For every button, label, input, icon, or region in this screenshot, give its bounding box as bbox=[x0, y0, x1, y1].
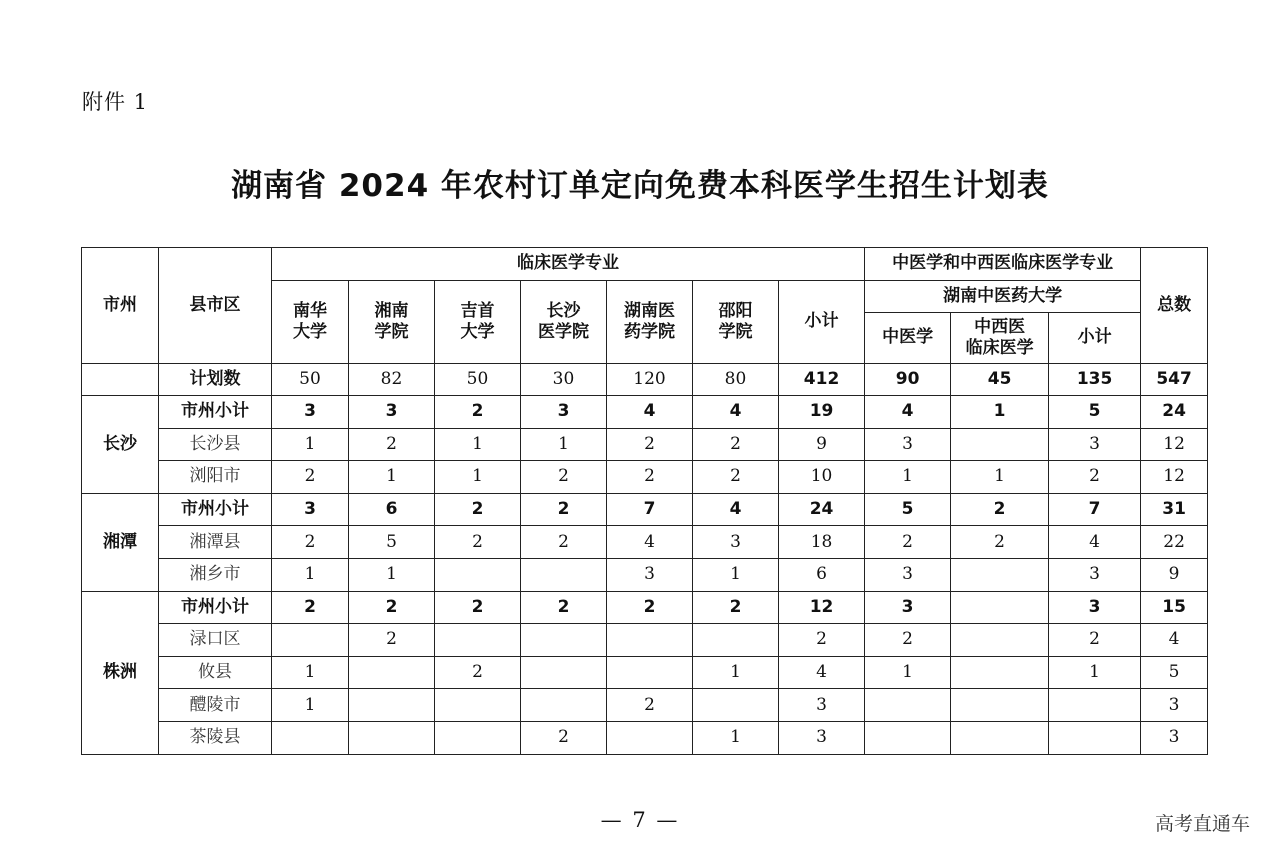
value-cell: 1 bbox=[272, 428, 349, 461]
school-header bbox=[272, 281, 349, 364]
value-cell: 6 bbox=[349, 493, 435, 526]
value-cell: 2 bbox=[521, 461, 607, 494]
value-cell bbox=[521, 558, 607, 591]
school-header bbox=[607, 281, 693, 364]
county-name: 浏阳市 bbox=[159, 461, 272, 494]
value-cell: 3 bbox=[865, 428, 951, 461]
value-cell bbox=[607, 721, 693, 754]
header-line: 学院 bbox=[718, 322, 753, 342]
value-cell bbox=[349, 689, 435, 722]
value-cell: 1 bbox=[865, 461, 951, 494]
value-cell: 7 bbox=[1049, 493, 1141, 526]
value-cell: 3 bbox=[1141, 689, 1208, 722]
value-cell: 2 bbox=[435, 396, 521, 429]
value-cell: 2 bbox=[951, 493, 1049, 526]
value-cell bbox=[951, 591, 1049, 624]
value-cell: 2 bbox=[435, 493, 521, 526]
value-cell bbox=[951, 689, 1049, 722]
value-cell: 4 bbox=[693, 493, 779, 526]
value-cell: 4 bbox=[693, 396, 779, 429]
county-header: 县市区 bbox=[159, 248, 272, 364]
value-cell bbox=[865, 689, 951, 722]
value-cell: 2 bbox=[521, 721, 607, 754]
value-cell: 6 bbox=[779, 558, 865, 591]
tcm-university-header: 湖南中医药大学 bbox=[865, 281, 1141, 313]
city-subtotal-row bbox=[82, 591, 1208, 624]
plan-value-cell: 30 bbox=[521, 364, 607, 396]
value-cell: 2 bbox=[607, 591, 693, 624]
enrollment-plan-table bbox=[81, 247, 1208, 755]
value-cell: 22 bbox=[1141, 526, 1208, 559]
header-line: 湘南 bbox=[374, 300, 409, 321]
value-cell bbox=[435, 689, 521, 722]
header-line: 药学院 bbox=[624, 322, 675, 342]
value-cell: 2 bbox=[1049, 624, 1141, 657]
value-cell bbox=[951, 721, 1049, 754]
value-cell: 3 bbox=[865, 591, 951, 624]
value-cell: 1 bbox=[349, 558, 435, 591]
header-line: 吉首 bbox=[460, 300, 495, 321]
city-name: 株洲 bbox=[82, 591, 159, 754]
value-cell: 4 bbox=[607, 396, 693, 429]
value-cell: 2 bbox=[435, 526, 521, 559]
county-name: 长沙县 bbox=[159, 428, 272, 461]
value-cell: 12 bbox=[1141, 428, 1208, 461]
value-cell bbox=[1049, 721, 1141, 754]
city-name: 湘潭 bbox=[82, 493, 159, 591]
value-cell: 1 bbox=[272, 656, 349, 689]
value-cell: 2 bbox=[521, 493, 607, 526]
value-cell: 2 bbox=[1049, 461, 1141, 494]
value-cell: 1 bbox=[951, 461, 1049, 494]
value-cell: 3 bbox=[1141, 721, 1208, 754]
value-cell: 4 bbox=[865, 396, 951, 429]
value-cell: 3 bbox=[607, 558, 693, 591]
value-cell: 2 bbox=[607, 461, 693, 494]
value-cell: 2 bbox=[607, 428, 693, 461]
county-row bbox=[82, 624, 1208, 657]
header-row bbox=[82, 248, 1208, 281]
county-row bbox=[82, 558, 1208, 591]
value-cell bbox=[693, 624, 779, 657]
value-cell: 3 bbox=[779, 721, 865, 754]
header-line: 医学院 bbox=[538, 322, 589, 342]
value-cell bbox=[951, 558, 1049, 591]
clinical-subtotal-header: 小计 bbox=[779, 281, 865, 364]
value-cell bbox=[607, 656, 693, 689]
plan-row-label: 计划数 bbox=[159, 364, 272, 396]
value-cell: 2 bbox=[693, 428, 779, 461]
value-cell: 2 bbox=[349, 591, 435, 624]
city-name: 长沙 bbox=[82, 396, 159, 494]
value-cell: 1 bbox=[349, 461, 435, 494]
value-cell: 2 bbox=[521, 526, 607, 559]
value-cell: 3 bbox=[693, 526, 779, 559]
value-cell bbox=[951, 656, 1049, 689]
plan-value-cell: 45 bbox=[951, 364, 1049, 396]
value-cell bbox=[349, 656, 435, 689]
value-cell: 4 bbox=[607, 526, 693, 559]
value-cell: 1 bbox=[693, 558, 779, 591]
value-cell: 5 bbox=[349, 526, 435, 559]
school-header bbox=[349, 281, 435, 364]
header-line: 邵阳 bbox=[718, 300, 753, 321]
value-cell: 19 bbox=[779, 396, 865, 429]
tcm-column-header bbox=[1049, 313, 1141, 364]
value-cell: 1 bbox=[272, 558, 349, 591]
tcm-column-header bbox=[951, 313, 1049, 364]
value-cell bbox=[349, 721, 435, 754]
tcm-group-header: 中医学和中西医临床医学专业 bbox=[865, 248, 1141, 281]
county-row bbox=[82, 656, 1208, 689]
value-cell bbox=[693, 689, 779, 722]
header-line: 南华 bbox=[293, 300, 327, 321]
value-cell: 3 bbox=[865, 558, 951, 591]
county-row bbox=[82, 689, 1208, 722]
value-cell: 2 bbox=[349, 624, 435, 657]
value-cell: 10 bbox=[779, 461, 865, 494]
header-line: 临床医学 bbox=[965, 338, 1034, 358]
page-title: 湖南省 2024 年农村订单定向免费本科医学生招生计划表 bbox=[231, 168, 1049, 204]
value-cell: 31 bbox=[1141, 493, 1208, 526]
plan-value-cell: 120 bbox=[607, 364, 693, 396]
value-cell bbox=[607, 624, 693, 657]
value-cell: 2 bbox=[865, 624, 951, 657]
header-line: 小计 bbox=[1077, 327, 1112, 348]
county-name: 湘乡市 bbox=[159, 558, 272, 591]
value-cell: 2 bbox=[349, 428, 435, 461]
school-header bbox=[521, 281, 607, 364]
value-cell: 1 bbox=[435, 428, 521, 461]
empty-cell bbox=[82, 364, 159, 396]
value-cell: 1 bbox=[521, 428, 607, 461]
header-line: 湖南医 bbox=[624, 300, 675, 321]
watermark: 高考直通车 bbox=[1154, 813, 1250, 835]
value-cell: 2 bbox=[607, 689, 693, 722]
city-subtotal-row bbox=[82, 493, 1208, 526]
value-cell bbox=[435, 624, 521, 657]
value-cell: 2 bbox=[272, 591, 349, 624]
value-cell bbox=[951, 428, 1049, 461]
plan-value-cell: 135 bbox=[1049, 364, 1141, 396]
county-name: 渌口区 bbox=[159, 624, 272, 657]
header-line: 中医学 bbox=[882, 327, 934, 348]
attachment-label: 附件 1 bbox=[82, 90, 149, 114]
tcm-column-header bbox=[865, 313, 951, 364]
city-header: 市州 bbox=[82, 248, 159, 364]
subtotal-label: 市州小计 bbox=[159, 493, 272, 526]
value-cell: 18 bbox=[779, 526, 865, 559]
value-cell bbox=[1049, 689, 1141, 722]
plan-value-cell: 80 bbox=[693, 364, 779, 396]
value-cell: 3 bbox=[521, 396, 607, 429]
county-row bbox=[82, 461, 1208, 494]
value-cell: 4 bbox=[1141, 624, 1208, 657]
value-cell: 15 bbox=[1141, 591, 1208, 624]
county-row bbox=[82, 721, 1208, 754]
value-cell: 1 bbox=[1049, 656, 1141, 689]
value-cell: 1 bbox=[951, 396, 1049, 429]
value-cell: 2 bbox=[272, 526, 349, 559]
value-cell bbox=[865, 721, 951, 754]
value-cell bbox=[521, 656, 607, 689]
value-cell: 2 bbox=[435, 591, 521, 624]
value-cell: 3 bbox=[272, 396, 349, 429]
plan-value-cell: 82 bbox=[349, 364, 435, 396]
header-line: 学院 bbox=[374, 322, 409, 342]
value-cell: 1 bbox=[865, 656, 951, 689]
plan-value-cell: 412 bbox=[779, 364, 865, 396]
value-cell: 2 bbox=[951, 526, 1049, 559]
subtotal-label: 市州小计 bbox=[159, 396, 272, 429]
plan-value-cell: 547 bbox=[1141, 364, 1208, 396]
value-cell: 3 bbox=[1049, 591, 1141, 624]
value-cell bbox=[435, 558, 521, 591]
header-line: 长沙 bbox=[546, 300, 581, 321]
total-header: 总数 bbox=[1141, 248, 1208, 364]
county-name: 醴陵市 bbox=[159, 689, 272, 722]
value-cell: 2 bbox=[693, 461, 779, 494]
plan-value-cell: 50 bbox=[435, 364, 521, 396]
value-cell: 4 bbox=[779, 656, 865, 689]
value-cell: 7 bbox=[607, 493, 693, 526]
value-cell: 5 bbox=[865, 493, 951, 526]
value-cell: 2 bbox=[521, 591, 607, 624]
value-cell: 3 bbox=[1049, 558, 1141, 591]
value-cell: 1 bbox=[693, 721, 779, 754]
value-cell: 2 bbox=[272, 461, 349, 494]
value-cell: 2 bbox=[865, 526, 951, 559]
plan-value-cell: 50 bbox=[272, 364, 349, 396]
value-cell: 5 bbox=[1141, 656, 1208, 689]
value-cell: 12 bbox=[779, 591, 865, 624]
county-row bbox=[82, 526, 1208, 559]
plan-value-cell: 90 bbox=[865, 364, 951, 396]
value-cell bbox=[521, 624, 607, 657]
header-line: 大学 bbox=[460, 322, 495, 342]
school-header bbox=[693, 281, 779, 364]
value-cell: 9 bbox=[779, 428, 865, 461]
value-cell: 2 bbox=[693, 591, 779, 624]
value-cell: 1 bbox=[435, 461, 521, 494]
county-name: 茶陵县 bbox=[159, 721, 272, 754]
value-cell: 4 bbox=[1049, 526, 1141, 559]
plan-row bbox=[82, 364, 1208, 396]
value-cell bbox=[951, 624, 1049, 657]
county-name: 攸县 bbox=[159, 656, 272, 689]
value-cell: 24 bbox=[1141, 396, 1208, 429]
value-cell: 5 bbox=[1049, 396, 1141, 429]
value-cell: 3 bbox=[349, 396, 435, 429]
county-name: 湘潭县 bbox=[159, 526, 272, 559]
value-cell: 2 bbox=[435, 656, 521, 689]
value-cell: 1 bbox=[272, 689, 349, 722]
value-cell: 2 bbox=[779, 624, 865, 657]
value-cell: 24 bbox=[779, 493, 865, 526]
subtotal-label: 市州小计 bbox=[159, 591, 272, 624]
value-cell bbox=[521, 689, 607, 722]
value-cell bbox=[272, 624, 349, 657]
value-cell: 9 bbox=[1141, 558, 1208, 591]
value-cell: 3 bbox=[272, 493, 349, 526]
header-line: 中西医 bbox=[974, 316, 1026, 337]
value-cell: 12 bbox=[1141, 461, 1208, 494]
header-line: 大学 bbox=[293, 322, 327, 342]
city-subtotal-row bbox=[82, 396, 1208, 429]
value-cell: 3 bbox=[1049, 428, 1141, 461]
value-cell bbox=[272, 721, 349, 754]
county-row bbox=[82, 428, 1208, 461]
value-cell bbox=[435, 721, 521, 754]
value-cell: 1 bbox=[693, 656, 779, 689]
school-header bbox=[435, 281, 521, 364]
page-number: — 7 — bbox=[600, 808, 680, 832]
value-cell: 3 bbox=[779, 689, 865, 722]
clinical-group-header: 临床医学专业 bbox=[272, 248, 865, 281]
